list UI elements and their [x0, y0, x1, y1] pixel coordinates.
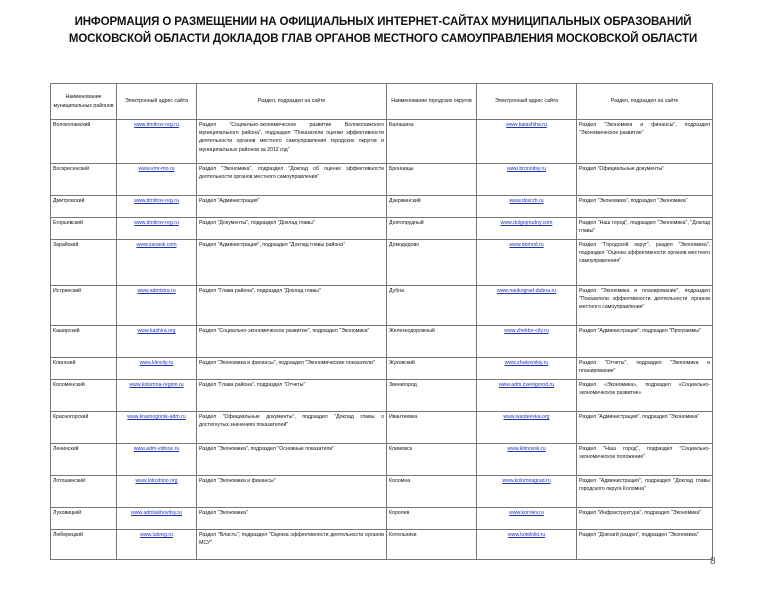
district-site-cell [117, 380, 197, 412]
city-section-cell: Раздел "Наш город", подраздел "Экономика", "Доклад главы" [577, 218, 713, 240]
district-site-cell [117, 120, 197, 164]
site-link[interactable]: www.zaraisk.com [136, 242, 177, 248]
district-name-cell: Клинский [51, 358, 117, 380]
city-name-cell: Бронницы [387, 164, 477, 196]
table-row [51, 120, 713, 164]
site-link[interactable]: www.dolgoprudny.com [500, 220, 553, 226]
table-row [51, 164, 713, 196]
site-link[interactable]: www.ivanteevka.org [503, 414, 550, 420]
city-site-cell [477, 286, 577, 326]
table-row [51, 358, 713, 380]
city-site-cell [477, 218, 577, 240]
district-section-cell: Раздел "Администрация", подраздел "Доклад главы района" [197, 240, 387, 286]
district-site-cell [117, 444, 197, 476]
city-section-cell: Раздел "Городской округ", раздел "Экономика", подраздел "Оценка эффективности органов местного самоуправления" [577, 240, 713, 286]
city-name-cell: Котельники [387, 530, 477, 560]
district-section-cell: Раздел "Документы", подраздел "Доклад главы" [197, 218, 387, 240]
table-row [51, 412, 713, 444]
city-name-cell: Королев [387, 508, 477, 530]
city-section-cell: Раздел "Отчеты", подраздел "Экономика и планирование" [577, 358, 713, 380]
district-name-cell: Истринский [51, 286, 117, 326]
district-name-cell: Воскресенский [51, 164, 117, 196]
city-section-cell: Раздел "Официальные документы" [577, 164, 713, 196]
city-section-cell: Раздел "Экономика и финансы", подраздел "Экономическое развитие" [577, 120, 713, 164]
district-site-cell [117, 196, 197, 218]
district-name-cell: Егорьевский [51, 218, 117, 240]
district-name-cell: Луховицкий [51, 508, 117, 530]
header-district-name: Наименование муниципальных районов [51, 84, 117, 120]
city-site-cell [477, 508, 577, 530]
site-link[interactable]: www.lubreg.ru [140, 532, 173, 538]
district-section-cell: Раздел "Официальные документы", подраздел "Доклад главы о достигнутых значениях показателей" [197, 412, 387, 444]
site-link[interactable]: www.krasnogorsk-adm.ru [127, 414, 186, 420]
site-link[interactable]: www.bronnitsy.ru [506, 166, 547, 172]
city-section-cell: Раздел "Администрация", подраздел "Экономика" [577, 412, 713, 444]
district-name-cell: Красногорский [51, 412, 117, 444]
site-link[interactable]: www.admlukhovitsy.ru [131, 510, 182, 516]
district-name-cell: Люберецкий [51, 530, 117, 560]
site-link[interactable]: www.kashira.org [137, 328, 176, 334]
table-row [51, 326, 713, 358]
table-row [51, 530, 713, 560]
header-city-site: Электронный адрес сайта [477, 84, 577, 120]
site-link[interactable]: www.admistra.ru [137, 288, 176, 294]
site-link[interactable]: www.kolomna-region.ru [129, 382, 184, 388]
site-link[interactable]: www.adm.zvenigorod.ru [498, 382, 555, 388]
site-link[interactable]: www.lotoshino.org [135, 478, 178, 484]
table-row [51, 196, 713, 218]
district-site-cell [117, 218, 197, 240]
city-site-cell [477, 358, 577, 380]
table-row [51, 380, 713, 412]
site-link[interactable]: www.dzerzh.ru [509, 198, 544, 204]
city-site-cell [477, 164, 577, 196]
city-site-cell [477, 196, 577, 218]
site-link[interactable]: www.klincity.ru [139, 360, 174, 366]
header-district-site: Электронный адрес сайта [117, 84, 197, 120]
city-section-cell: Раздел "Инфраструктура", подраздел "Экономика" [577, 508, 713, 530]
site-link[interactable]: www.vmr-mo.ru [138, 166, 175, 172]
district-site-cell [117, 326, 197, 358]
city-name-cell: Балашиха [387, 120, 477, 164]
district-section-cell: Раздел "Администрация" [197, 196, 387, 218]
table-row [51, 240, 713, 286]
header-city-section: Раздел, подраздел на сайте [577, 84, 713, 120]
site-link[interactable]: www.balashiha.ru [506, 122, 547, 128]
district-section-cell: Раздел "Экономика" [197, 508, 387, 530]
district-section-cell: Раздел "Социально-экономическое развитие", подраздел "Экономика" [197, 326, 387, 358]
city-site-cell [477, 380, 577, 412]
district-site-cell [117, 240, 197, 286]
site-link[interactable]: www.kotelniki.ru [507, 532, 546, 538]
site-link[interactable]: www.zhukovskiy.ru [504, 360, 549, 366]
title-line-1: ИНФОРМАЦИЯ О РАЗМЕЩЕНИИ НА ОФИЦИАЛЬНЫХ ИНТЕРНЕТ-САЙТАХ МУНИЦИПАЛЬНЫХ ОБРАЗОВАНИЙ [74, 16, 692, 28]
title-line-2: МОСКОВСКОЙ ОБЛАСТИ ДОКЛАДОВ ГЛАВ ОРГАНОВ МЕСТНОГО САМОУПРАВЛЕНИЯ МОСКОВСКОЙ ОБЛАСТИ [68, 33, 698, 45]
district-site-cell [117, 358, 197, 380]
city-section-cell: Раздел "Экономика", подраздел "Экономика" [577, 196, 713, 218]
header-city-name: Наименование городских округов [387, 84, 477, 120]
table-body [51, 120, 713, 560]
city-site-cell [477, 326, 577, 358]
district-site-cell [117, 476, 197, 508]
district-site-cell [117, 286, 197, 326]
district-section-cell: Раздел "Экономика и финансы", подраздел "Экономические показатели" [197, 358, 387, 380]
district-name-cell: Ленинский [51, 444, 117, 476]
district-section-cell: Раздел "Социально-экономическое развитие Волоколамского муниципального района", подраздел "Показатели оценки эффективности деятельности органов местного самоуправления городских округов и муниципальных районов за 2012 год" [197, 120, 387, 164]
site-link[interactable]: www.naukograd-dubna.ru [496, 288, 557, 294]
city-name-cell: Железнодорожный [387, 326, 477, 358]
table-row [51, 476, 713, 508]
city-name-cell: Ивантеевка [387, 412, 477, 444]
site-link[interactable]: www.korolev.ru [509, 510, 544, 516]
district-name-cell: Коломенский [51, 380, 117, 412]
district-site-cell [117, 412, 197, 444]
city-section-cell: Раздел "Администрация", подраздел "Доклад главы городского округа Коломна" [577, 476, 713, 508]
info-table [50, 83, 713, 560]
city-name-cell: Домодедово [387, 240, 477, 286]
table-row [51, 286, 713, 326]
city-section-cell: Раздел "Наш город", подраздел "Социально-экономическое положение" [577, 444, 713, 476]
district-site-cell [117, 164, 197, 196]
city-name-cell: Дубна [387, 286, 477, 326]
table-header-row [51, 84, 713, 120]
site-link[interactable]: www.domod.ru [509, 242, 544, 248]
city-site-cell [477, 412, 577, 444]
district-name-cell: Каширский [51, 326, 117, 358]
site-link[interactable]: www.dmitrov-reg.ru [134, 198, 179, 204]
city-site-cell [477, 240, 577, 286]
district-name-cell: Лотошинский [51, 476, 117, 508]
city-site-cell [477, 444, 577, 476]
district-section-cell: Раздел "Экономика и финансы" [197, 476, 387, 508]
district-section-cell: Раздел "Глава района", подраздел "Доклад главы" [197, 286, 387, 326]
city-name-cell: Долгопрудный [387, 218, 477, 240]
city-name-cell: Звенигород [387, 380, 477, 412]
site-link[interactable]: www.zheldor-city.ru [504, 328, 549, 334]
city-name-cell: Дзержинский [387, 196, 477, 218]
info-table-wrapper [50, 83, 712, 560]
city-section-cell: Раздел «Экономика», подраздел «Социально-экономическое развитие» [577, 380, 713, 412]
district-section-cell: Раздел "Власть", подраздел "Оценка эффективности деятельности органов МСУ" [197, 530, 387, 560]
site-link[interactable]: www.klimovsk.ru [507, 446, 546, 452]
table-row [51, 444, 713, 476]
page-number: 8 [710, 556, 716, 567]
page-title [0, 14, 766, 48]
district-name-cell: Дмитровский [51, 196, 117, 218]
site-link[interactable]: www.kolomnagrad.ru [502, 478, 551, 484]
district-name-cell: Волоколамский [51, 120, 117, 164]
city-section-cell: Раздел "Администрация", подраздел "Программы" [577, 326, 713, 358]
district-site-cell [117, 530, 197, 560]
city-section-cell: Раздел "Докоагй раздел", подраздел "Экономика" [577, 530, 713, 560]
district-section-cell: Раздел "Экономика", подраздел "Доклад об оценке эффективности деятельности органов местного самоуправления" [197, 164, 387, 196]
city-name-cell: Коломна [387, 476, 477, 508]
city-name-cell: Климовск [387, 444, 477, 476]
city-section-cell: Раздел "Экономика и планирование", подраздел "Показатели эффективности деятельности органов местного самоуправления" [577, 286, 713, 326]
city-site-cell [477, 476, 577, 508]
header-district-section: Раздел, подраздел на сайте [197, 84, 387, 120]
city-name-cell: Жуковский [387, 358, 477, 380]
site-link[interactable]: www.adm-vidnoe.ru [133, 446, 180, 452]
district-name-cell: Зарайский [51, 240, 117, 286]
site-link[interactable]: www.dmitrov-reg.ru [134, 122, 179, 128]
table-row [51, 508, 713, 530]
table-row [51, 218, 713, 240]
district-site-cell [117, 508, 197, 530]
city-site-cell [477, 530, 577, 560]
district-section-cell: Раздел "Экономика", подраздел "Основные показатели" [197, 444, 387, 476]
city-site-cell [477, 120, 577, 164]
site-link[interactable]: www.dmitrov-reg.ru [134, 220, 179, 226]
district-section-cell: Раздел "Глава района", подраздел "Отчеты" [197, 380, 387, 412]
